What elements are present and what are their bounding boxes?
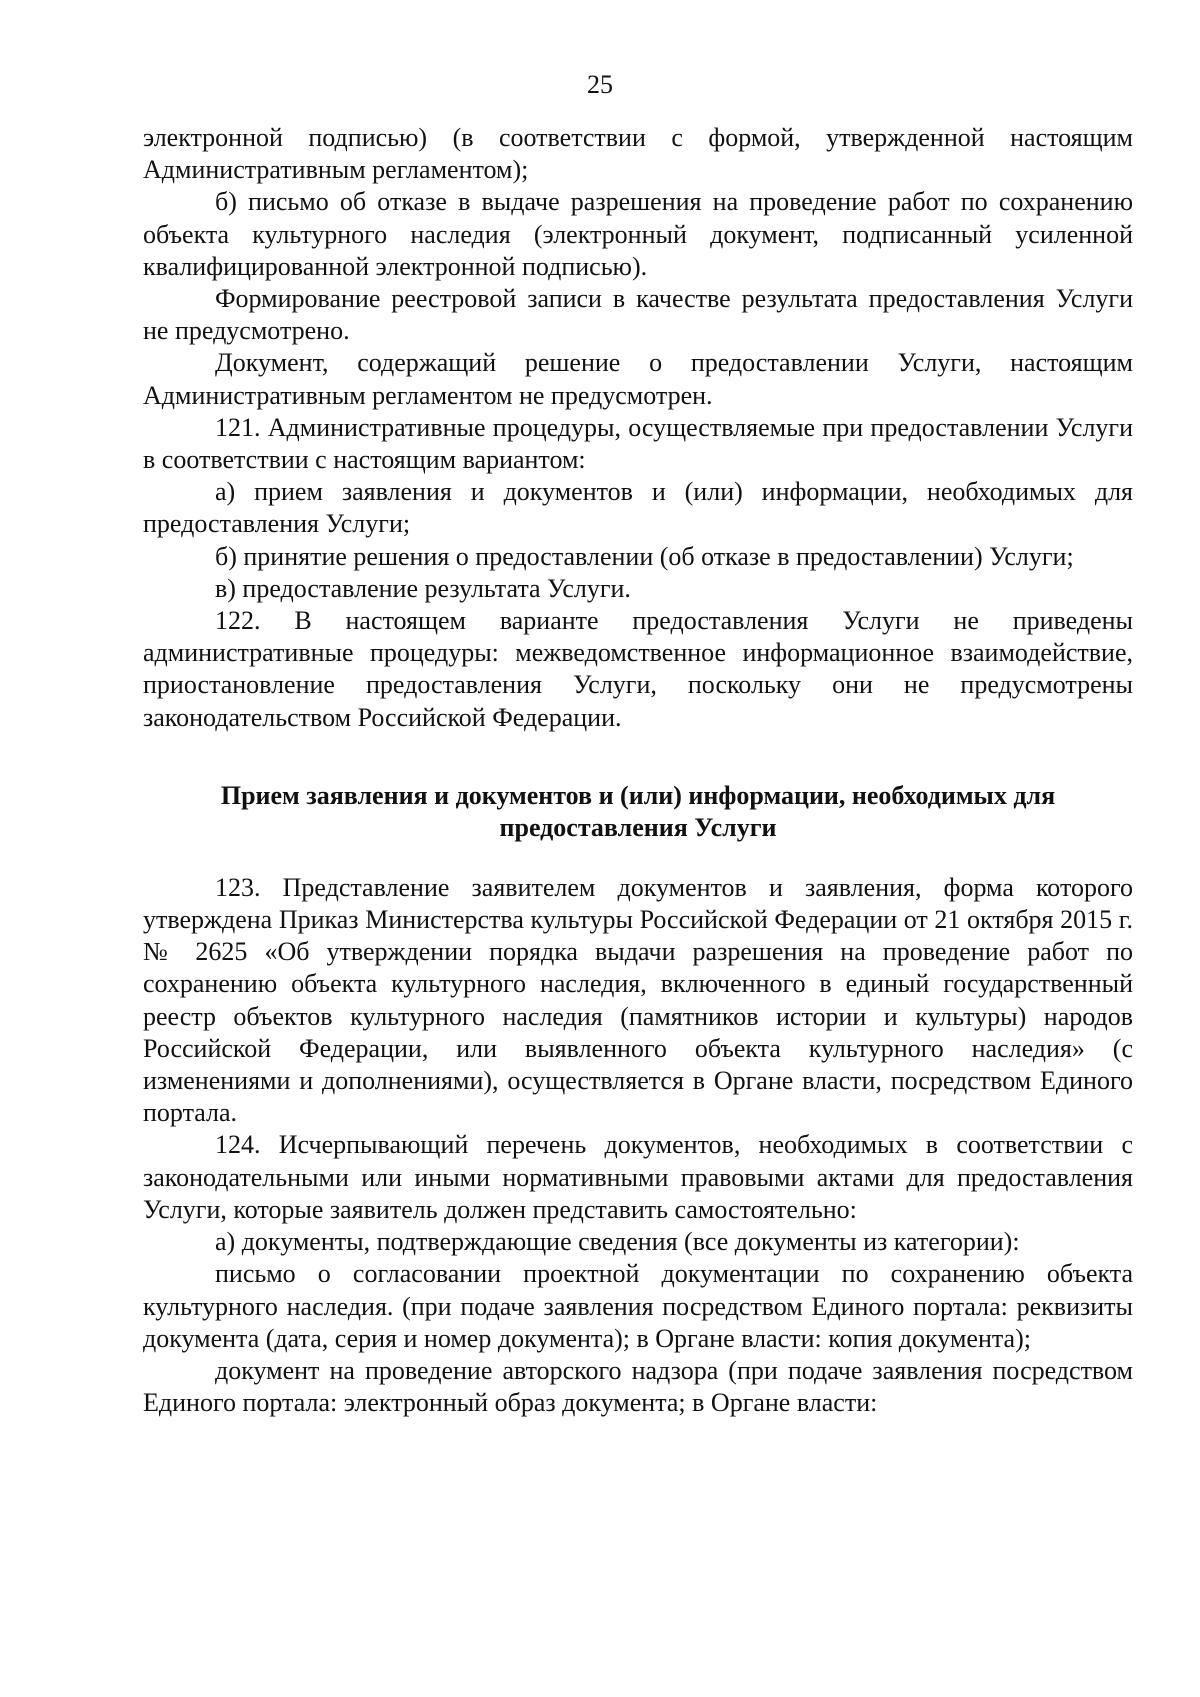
paragraph-123: 123. Представление заявителем документов и заявления, форма которого утверждена Приказ Министерства культуры Российской Федерации от 21 октября 2015 г. № 2625 «Об утверждении порядка выдачи разрешения на проведение работ по сохранению объекта культурного наследия, включенного в единый государственный реестр объектов культурного наследия (памятников истории и культуры) народов Российской Федерации, или выявленного объекта культурного наследия» (с изменениями и дополнениями), осуществляется в Органе власти, посредством Единого портала. (143, 872, 1133, 1128)
section-heading: Прием заявления и документов и (или) информации, необходимых для предоставления Услуги (220, 780, 1056, 842)
paragraph-124-a: а) документы, подтверждающие сведения (все документы из категории): (215, 1227, 1020, 1257)
paragraph-121-c: в) предоставление результата Услуги. (215, 573, 631, 603)
paragraph-121-a: а) прием заявления и документов и (или) информации, необходимых для предоставления Услуги; (143, 477, 1133, 539)
paragraph-121-b: б) принятие решения о предоставлении (об отказе в предоставлении) Услуги; (215, 541, 1074, 571)
document-body (143, 122, 1133, 1419)
paragraph-continuation: электронной подписью) (в соответствии с формой, утвержденной настоящим Административным регламентом); (143, 123, 1133, 185)
paragraph-121: 121. Административные процедуры, осуществляемые при предоставлении Услуги в соответствии с настоящим вариантом: (143, 412, 1133, 475)
page-number: 25 (587, 70, 613, 99)
paragraph-122: 122. В настоящем варианте предоставления Услуги не приведены административные процедуры: межведомственное информационное взаимодействие, приостановление предоставления Услуги, поскольку они не предусмотрены законодательством Российской Федерации. (143, 606, 1133, 732)
paragraph-supervision-document: документ на проведение авторского надзора (при подаче заявления посредством Единого портала: электронный образ документа; в Органе власти: (143, 1355, 1133, 1418)
paragraph-decision-document: Документ, содержащий решение о предоставлении Услуги, настоящим Административным регламентом не предусмотрен. (143, 348, 1133, 410)
paragraph-124: 124. Исчерпывающий перечень документов, необходимых в соответствии с законодательными или иными нормативными правовыми актами для предоставления Услуги, которые заявитель должен представить самостоятельно: (143, 1130, 1133, 1224)
paragraph-approval-letter: письмо о согласовании проектной документации по сохранению объекта культурного наследия. (при подаче заявления посредством Единого портала: реквизиты документа (дата, серия и номер документа); в Органе власти: копия документа); (143, 1259, 1133, 1353)
paragraph-item-b-refusal-letter: б) письмо об отказе в выдаче разрешения на проведение работ по сохранению объекта культурного наследия (электронный документ, подписанный усиленной квалифицированной электронной подписью). (143, 187, 1133, 281)
paragraph-registry-record: Формирование реестровой записи в качестве результата предоставления Услуги не предусмотрено. (143, 284, 1133, 346)
